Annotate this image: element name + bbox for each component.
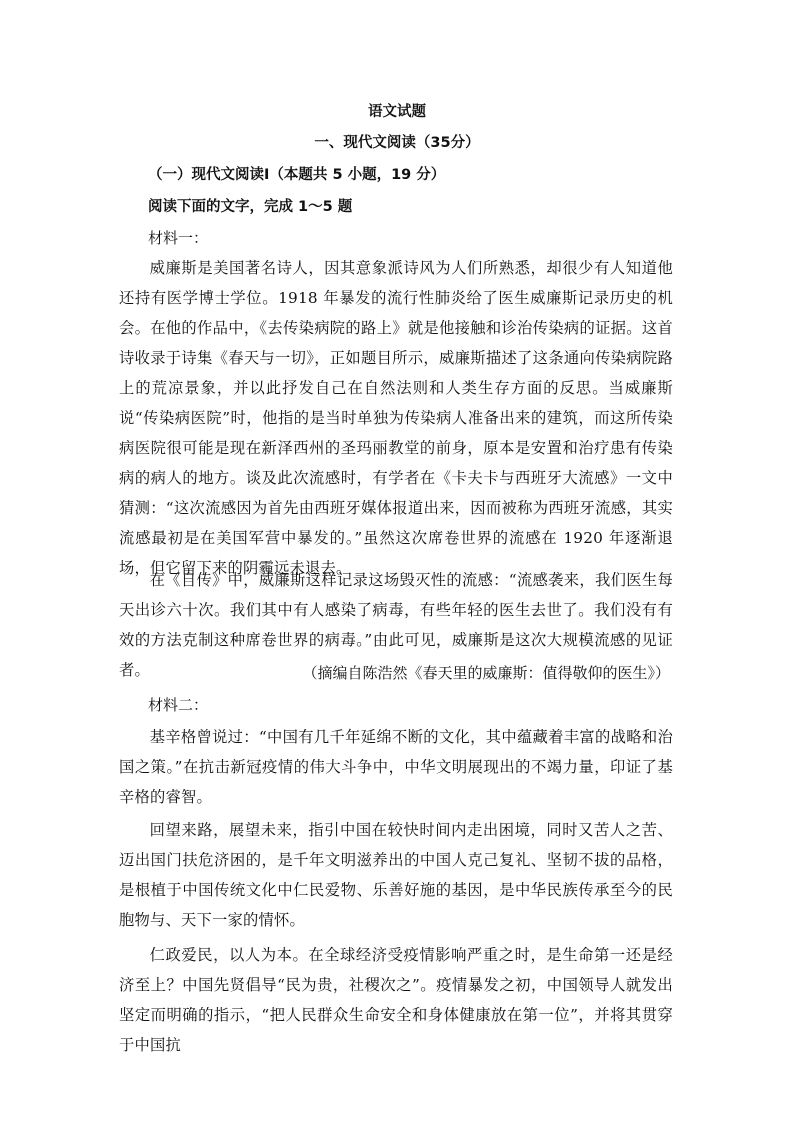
material1-label: 材料一： — [148, 229, 209, 247]
material2-paragraph-2: 回望来路，展望未来，指引中国在较快时间内走出困境，同时又苦人之苦、迈出国门扶危济困的，是千年文明滋养出的中国人克己复礼、坚韧不拔的品格，是根植于中国传统文化中仁民爱物、乐善好施的基因，是中华民族传承至今的民胞物与、天下一家的情怀。 — [119, 821, 673, 929]
material2-paragraph-1: 基辛格曾说过：“中国有几千年延绵不断的文化，其中蕴藏着丰富的战略和治国之策。”在抗击新冠疫情的伟大斗争中，中华文明展现出的不竭力量，印证了基辛格的睿智。 — [119, 728, 673, 806]
reading-instruction: 阅读下面的文字，完成 1～5 题 — [148, 199, 353, 215]
document-title: 语文试题 — [368, 104, 426, 120]
section-heading: 一、现代文阅读（35分） — [314, 135, 480, 151]
part-heading: （一）现代文阅读Ⅰ（本题共 5 小题，19 分） — [148, 167, 446, 183]
material1-source: （摘编自陈浩然《春天里的威廉斯：值得敬仰的医生》） — [302, 664, 670, 682]
material2-label: 材料二： — [148, 696, 209, 714]
material2-paragraph-3: 仁政爱民，以人为本。在全球经济受疫情影响严重之时，是生命第一还是经济至上？中国先贤倡导“民为贵，社稷次之”。疫情暴发之初，中国领导人就发出坚定而明确的指示，“把人民群众生命安全和身体健康放在第一位”，并将其贯穿于中国抗 — [119, 946, 673, 1054]
material1-paragraph-2: 在《自传》中，威廉斯这样记录这场毁灭性的流感：“流感袭来，我们医生每天出诊六十次。我们其中有人感染了病毒，有些年轻的医生去世了。我们没有有效的方法克制这种席卷世界的病毒。”由此可见，威廉斯是这次大规模流感的见证者。 — [119, 571, 673, 679]
material1-paragraph-1: 威廉斯是美国著名诗人，因其意象派诗风为人们所熟悉，却很少有人知道他还持有医学博士学位。1918 年暴发的流行性肺炎给了医生威廉斯记录历史的机会。在他的作品中，《去传染病院的路上》就是他接触和诊治传染病的证据。这首诗收录于诗集《春天与一切》，正如题目所示，威廉斯描述了这条通向传染病院路上的荒凉景象，并以此抒发自己在自然法则和人类生存方面的反思。当威廉斯说“传染病医院”时，他指的是当时单独为传染病人准备出来的建筑，而这所传染病医院很可能是现在新泽西州的圣玛丽教堂的前身，原本是安置和治疗患有传染病的病人的地方。谈及此次流感时，有学者在《卡夫卡与西班牙大流感》一文中猜测：“这次流感因为首先由西班牙媒体报道出来，因而被称为西班牙流感，其实流感最初是在美国军营中暴发的。”虽然这次席卷世界的流感在 1920 年逐渐退场，但它留下来的阴霾远未退去。 — [119, 259, 673, 577]
